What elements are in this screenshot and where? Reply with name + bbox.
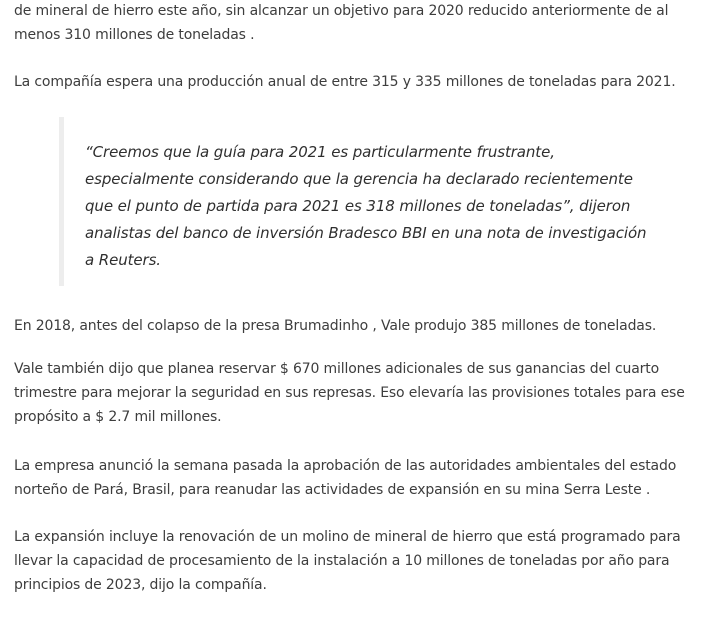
paragraph-production-2021: La compañía espera una producción anual de entre 315 y 335 millones de toneladas para 2021. <box>14 74 676 90</box>
paragraph-dam-safety: Vale también dijo que planea reservar $ 670 millones adicionales de sus ganancias del cuarto trimestre para mejorar la seguridad en sus represas. Eso elevaría las provisiones totales para ese propósito a $ 2.7 mil millones. <box>14 361 685 425</box>
blockquote-text: “Creemos que la guía para 2021 es particularmente frustrante, especialmente considerando que la gerencia ha declarado recientemente que el punto de partida para 2021 es 318 millones de toneladas”, dijeron analistas del banco de inversión Bradesco BBI en una nota de investigación a Reuters. <box>85 143 647 269</box>
analyst-blockquote <box>59 117 664 286</box>
paragraph-expansion: La expansión incluye la renovación de un molino de mineral de hierro que está programado para llevar la capacidad de procesamiento de la instalación a 10 millones de toneladas por año para principios de 2023, dijo la compañía. <box>14 529 681 593</box>
paragraph-iron-ore-target: de mineral de hierro este año, sin alcanzar un objetivo para 2020 reducido anteriormente de al menos 310 millones de toneladas . <box>14 3 669 43</box>
paragraph-2018-production: En 2018, antes del colapso de la presa Brumadinho , Vale produjo 385 millones de toneladas. <box>14 318 657 334</box>
paragraph-serra-leste: La empresa anunció la semana pasada la aprobación de las autoridades ambientales del estado norteño de Pará, Brasil, para reanudar las actividades de expansión en su mina Serra Leste . <box>14 458 677 498</box>
